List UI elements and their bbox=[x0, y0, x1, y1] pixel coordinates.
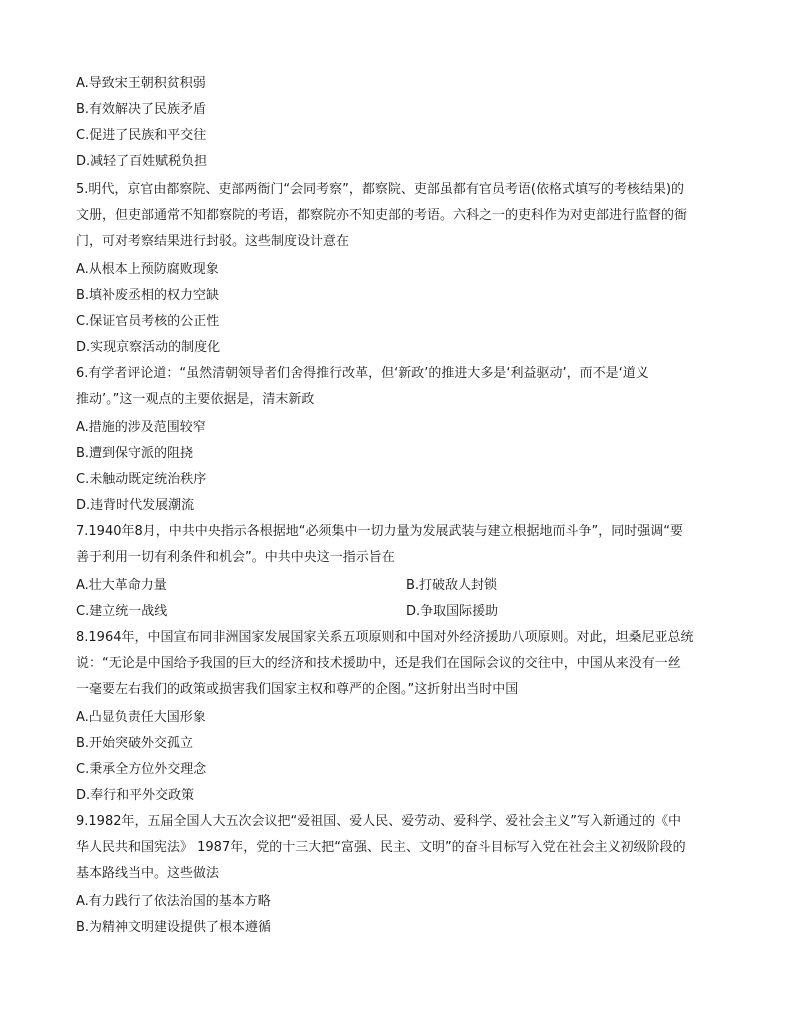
q7-options-row-2 bbox=[76, 602, 726, 622]
q5-stem-line: 门，可对考察结果进行封驳。这些制度设计意在 bbox=[76, 234, 350, 249]
q7-stem-line: 善于利用一切有利条件和机会”。中共中央这一指示旨在 bbox=[76, 550, 395, 565]
q5-option-d: D.实现京察活动的制度化 bbox=[76, 340, 221, 355]
q6-option-d: D.违背时代发展潮流 bbox=[76, 498, 195, 513]
q8-stem-line: 8.1964年，中国宣布同非洲国家发展国家关系五项原则和中国对外经济援助八项原则。对此，坦桑尼亚总统 bbox=[76, 630, 694, 645]
q7-options-row-1 bbox=[76, 576, 726, 596]
q8-option-d: D.奉行和平外交政策 bbox=[76, 788, 195, 803]
q7-option-d: D.争取国际援助 bbox=[406, 604, 499, 619]
q7-option-c: C.建立统一战线 bbox=[76, 604, 168, 619]
q6-option-a: A.措施的涉及范围较窄 bbox=[76, 420, 206, 435]
q6-option-c: C.未触动既定统治秩序 bbox=[76, 472, 207, 487]
q9-stem-line: 9.1982年，五届全国人大五次会议把“爱祖国、爱人民、爱劳动、爱科学、爱社会主义”写入新通过的《中 bbox=[76, 814, 681, 829]
q5-option-a: A.从根本上预防腐败现象 bbox=[76, 262, 219, 277]
q5-stem-line: 5.明代，京官由都察院、吏部两衙门“会同考察”，都察院、吏部虽都有官员考语(依格式填写的考核结果)的 bbox=[76, 182, 685, 197]
q4-option-d: D.减轻了百姓赋税负担 bbox=[76, 154, 208, 169]
q9-stem-line: 基本路线当中。这些做法 bbox=[76, 866, 220, 881]
q8-option-b: B.开始突破外交孤立 bbox=[76, 736, 194, 751]
q7-stem-line: 7.1940年8月，中共中央指示各根据地“必须集中一切力量为发展武装与建立根据地而斗争”，同时强调“要 bbox=[76, 524, 683, 539]
q5-option-b: B.填补废丞相的权力空缺 bbox=[76, 288, 220, 303]
q8-option-c: C.秉承全方位外交理念 bbox=[76, 762, 207, 777]
q4-option-b: B.有效解决了民族矛盾 bbox=[76, 102, 207, 117]
q8-stem-line: 说：“无论是中国给予我国的巨大的经济和技术援助中，还是我们在国际会议的交往中，中国从来没有一丝 bbox=[76, 656, 681, 671]
q7-option-b: B.打破敌人封锁 bbox=[406, 578, 498, 593]
q9-option-b: B.为精神文明建设提供了根本遵循 bbox=[76, 920, 272, 935]
q4-option-c: C.促进了民族和平交往 bbox=[76, 128, 207, 143]
q6-stem-line: 6.有学者评论道：“虽然清朝领导者们舍得推行改革，但‘新政’的推进大多是‘利益驱动’，而不是‘道义 bbox=[76, 366, 649, 381]
q6-stem-line: 推动’。”这一观点的主要依据是，清末新政 bbox=[76, 392, 315, 407]
q8-stem-line: 一毫要左右我们的政策或损害我们国家主权和尊严的企图。”这折射出当时中国 bbox=[76, 682, 519, 697]
q9-option-a: A.有力践行了依法治国的基本方略 bbox=[76, 894, 271, 909]
q5-option-c: C.保证官员考核的公正性 bbox=[76, 314, 220, 329]
q6-option-b: B.遭到保守派的阻挠 bbox=[76, 446, 194, 461]
q7-option-a: A.壮大革命力量 bbox=[76, 578, 167, 593]
q4-option-a: A.导致宋王朝积贫积弱 bbox=[76, 76, 206, 91]
q9-stem-line: 华人民共和国宪法》 1987年，党的十三大把“富强、民主、文明”的奋斗目标写入党在社会主义初级阶段的 bbox=[76, 840, 686, 855]
q5-stem-line: 文册，但吏部通常不知都察院的考语，都察院亦不知吏部的考语。六科之一的吏科作为对吏部进行监督的衙 bbox=[76, 208, 688, 223]
q8-option-a: A.凸显负责任大国形象 bbox=[76, 710, 206, 725]
